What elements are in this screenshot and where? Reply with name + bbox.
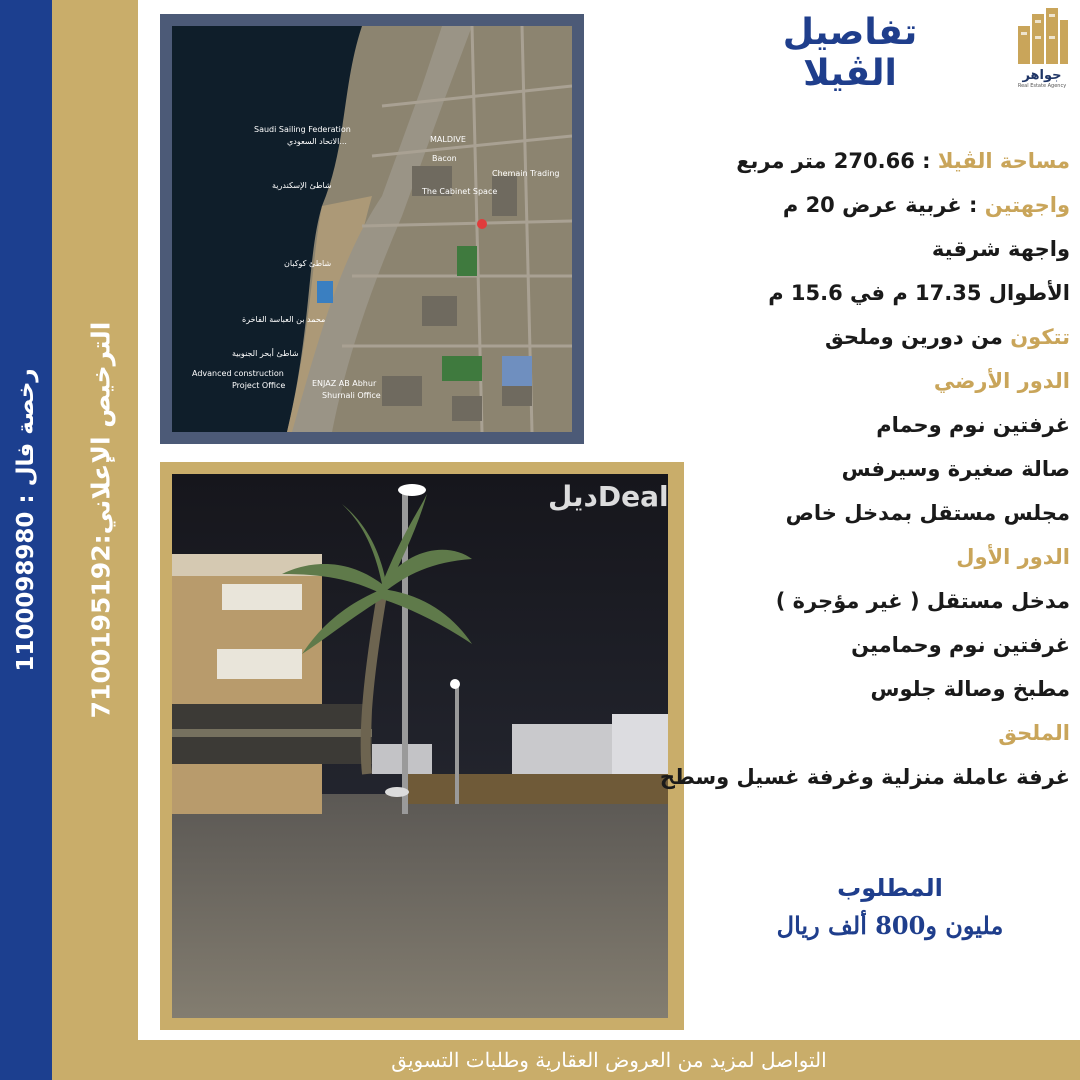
map-label: ENJAZ AB Abhur bbox=[312, 379, 377, 388]
watermark-text: ديلDeal bbox=[548, 480, 669, 513]
first-item: مدخل مستقل ( غير مؤجرة ) bbox=[775, 589, 1070, 613]
map-label: MALDIVE bbox=[430, 135, 466, 144]
map-label: The Cabinet Space bbox=[422, 187, 498, 196]
area-value: : 270.66 متر مربع bbox=[736, 149, 931, 173]
area-label: مساحة الڤيلا bbox=[937, 149, 1070, 173]
map-image bbox=[172, 26, 572, 432]
first-item: مطبخ وصالة جلوس bbox=[870, 677, 1070, 701]
ground-item: مجلس مستقل بمدخل خاص bbox=[785, 501, 1070, 525]
logo-arabic-name: جواهر bbox=[1022, 68, 1062, 83]
map-label: Shurnali Office bbox=[322, 391, 381, 400]
map-label: Bacon bbox=[432, 154, 457, 163]
map-label: Saudi Sailing Federation bbox=[254, 125, 351, 134]
villa-details bbox=[590, 146, 1070, 806]
footer-text: التواصل لمزيد من العروض العقارية وطلبات التسويق bbox=[391, 1048, 827, 1072]
map-label: Advanced construction bbox=[192, 369, 284, 378]
consists-row bbox=[590, 322, 1070, 366]
fal-license-text: رخصة فال : 1100098980 bbox=[13, 368, 39, 672]
consists-label: تتكون bbox=[1010, 325, 1070, 349]
first-floor-heading: الدور الأول bbox=[956, 545, 1070, 569]
facades-label: واجهتين bbox=[984, 193, 1070, 217]
ground-floor-heading: الدور الأرضي bbox=[933, 369, 1070, 393]
map-label: شاطئ كوكبان bbox=[284, 259, 332, 268]
facade-east: واجهة شرقية bbox=[931, 237, 1070, 261]
ad-license-text: الترخيص الإعلاني:7100195192 bbox=[86, 321, 116, 719]
map-label: Chemain Trading bbox=[492, 169, 560, 178]
ground-item: صالة صغيرة وسيرفس bbox=[841, 457, 1070, 481]
facades-row bbox=[590, 190, 1070, 234]
jawaher-logo bbox=[1010, 6, 1074, 92]
map-label: شاطئ الإسكندرية bbox=[272, 181, 332, 190]
price-value: مليون و800 ألف ريال bbox=[776, 911, 1004, 940]
ground-item: غرفتين نوم وحمام bbox=[876, 413, 1070, 437]
annex-item: غرفة عاملة منزلية وغرفة غسيل وسطح bbox=[659, 765, 1070, 789]
area-row bbox=[590, 146, 1070, 190]
footer-bar bbox=[138, 1040, 1080, 1080]
map-label: شاطئ أبحر الجنوبية bbox=[232, 349, 299, 358]
logo-english-name: Real Estate Agency bbox=[1017, 83, 1067, 89]
annex-heading: الملحق bbox=[998, 721, 1070, 745]
price-label: المطلوب bbox=[837, 874, 943, 902]
first-item: غرفتين نوم وحمامين bbox=[851, 633, 1070, 657]
dimensions: الأطوال 17.35 م في 15.6 م bbox=[768, 281, 1070, 305]
map-label: محمد بن العباسة الفاخرة bbox=[242, 315, 326, 324]
consists-value: من دورين وملحق bbox=[825, 325, 1003, 349]
building-logo-icon bbox=[1010, 6, 1074, 66]
map-label: Project Office bbox=[232, 381, 286, 390]
page-title: تفاصيل الڤيلا bbox=[782, 12, 918, 94]
price-block bbox=[760, 870, 1020, 944]
satellite-map bbox=[160, 14, 584, 444]
facades-value: : غربية عرض 20 م bbox=[782, 193, 978, 217]
map-label-2: الاتحاد السعودي... bbox=[287, 137, 347, 146]
